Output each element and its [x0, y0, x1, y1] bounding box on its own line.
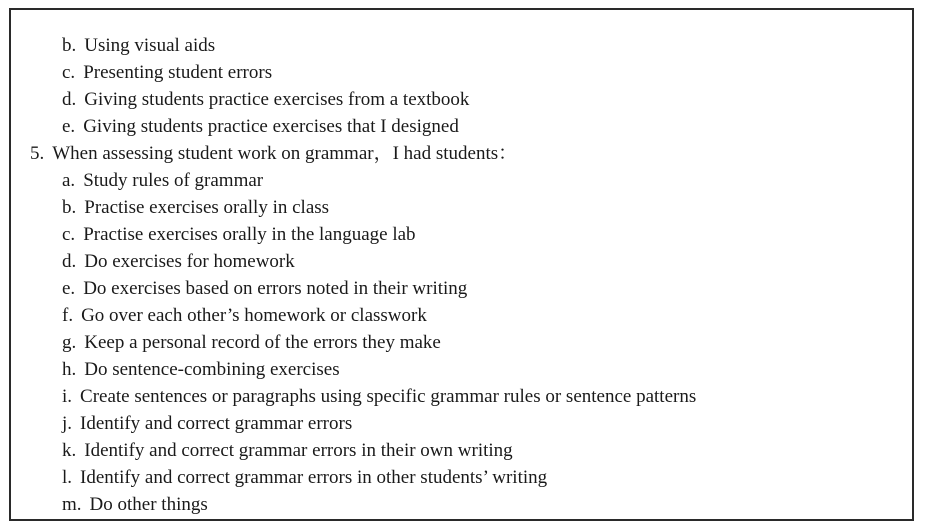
- option-marker: b.: [62, 35, 77, 56]
- option-marker: h.: [62, 359, 77, 380]
- list-item: [11, 221, 912, 248]
- list-item: [11, 113, 912, 140]
- option-marker: e.: [62, 116, 76, 137]
- option-marker: c.: [62, 224, 76, 245]
- option-marker: b.: [62, 197, 77, 218]
- option-text: Identify and correct grammar errors: [80, 413, 353, 434]
- option-marker: d.: [62, 251, 77, 272]
- questionnaire-frame: [9, 8, 914, 521]
- option-text: Do exercises based on errors noted in their writing: [83, 278, 468, 299]
- option-marker: l.: [62, 467, 73, 488]
- option-text: Do other things: [89, 494, 208, 515]
- option-text: Keep a personal record of the errors they make: [84, 332, 441, 353]
- option-marker: c.: [62, 62, 76, 83]
- option-text: Create sentences or paragraphs using specific grammar rules or sentence patterns: [80, 386, 697, 407]
- questionnaire-list: [11, 32, 912, 518]
- list-item: [11, 86, 912, 113]
- option-marker: m.: [62, 494, 82, 515]
- list-item: [11, 167, 912, 194]
- option-marker: j.: [62, 413, 73, 434]
- list-item: [11, 410, 912, 437]
- option-marker: e.: [62, 278, 76, 299]
- option-text: Practise exercises orally in class: [84, 197, 330, 218]
- option-marker: d.: [62, 89, 77, 110]
- option-text: Do sentence-combining exercises: [84, 359, 340, 380]
- option-text: Identify and correct grammar errors in their own writing: [84, 440, 513, 461]
- list-item: [11, 32, 912, 59]
- question-5: [11, 140, 912, 167]
- option-marker: k.: [62, 440, 77, 461]
- option-text: Giving students practice exercises from a textbook: [84, 89, 470, 110]
- list-item: [11, 383, 912, 410]
- list-item: [11, 275, 912, 302]
- option-text: Study rules of grammar: [83, 170, 264, 191]
- option-text: Do exercises for homework: [84, 251, 295, 272]
- list-item: [11, 356, 912, 383]
- option-text: Using visual aids: [84, 35, 216, 56]
- list-item: [11, 194, 912, 221]
- option-marker: g.: [62, 332, 77, 353]
- list-item: [11, 248, 912, 275]
- list-item: [11, 59, 912, 86]
- list-item: [11, 437, 912, 464]
- option-marker: f.: [62, 305, 74, 326]
- list-item: [11, 329, 912, 356]
- option-text: Giving students practice exercises that I designed: [83, 116, 459, 137]
- option-text: Identify and correct grammar errors in other students’ writing: [80, 467, 548, 488]
- question-text: When assessing student work on grammar，I had students：: [52, 143, 518, 164]
- option-marker: i.: [62, 386, 73, 407]
- option-text: Presenting student errors: [83, 62, 273, 83]
- list-item: [11, 464, 912, 491]
- list-item: [11, 491, 912, 518]
- question-number: 5.: [30, 143, 45, 164]
- option-marker: a.: [62, 170, 76, 191]
- option-text: Practise exercises orally in the language lab: [83, 224, 416, 245]
- option-text: Go over each other’s homework or classwork: [81, 305, 427, 326]
- list-item: [11, 302, 912, 329]
